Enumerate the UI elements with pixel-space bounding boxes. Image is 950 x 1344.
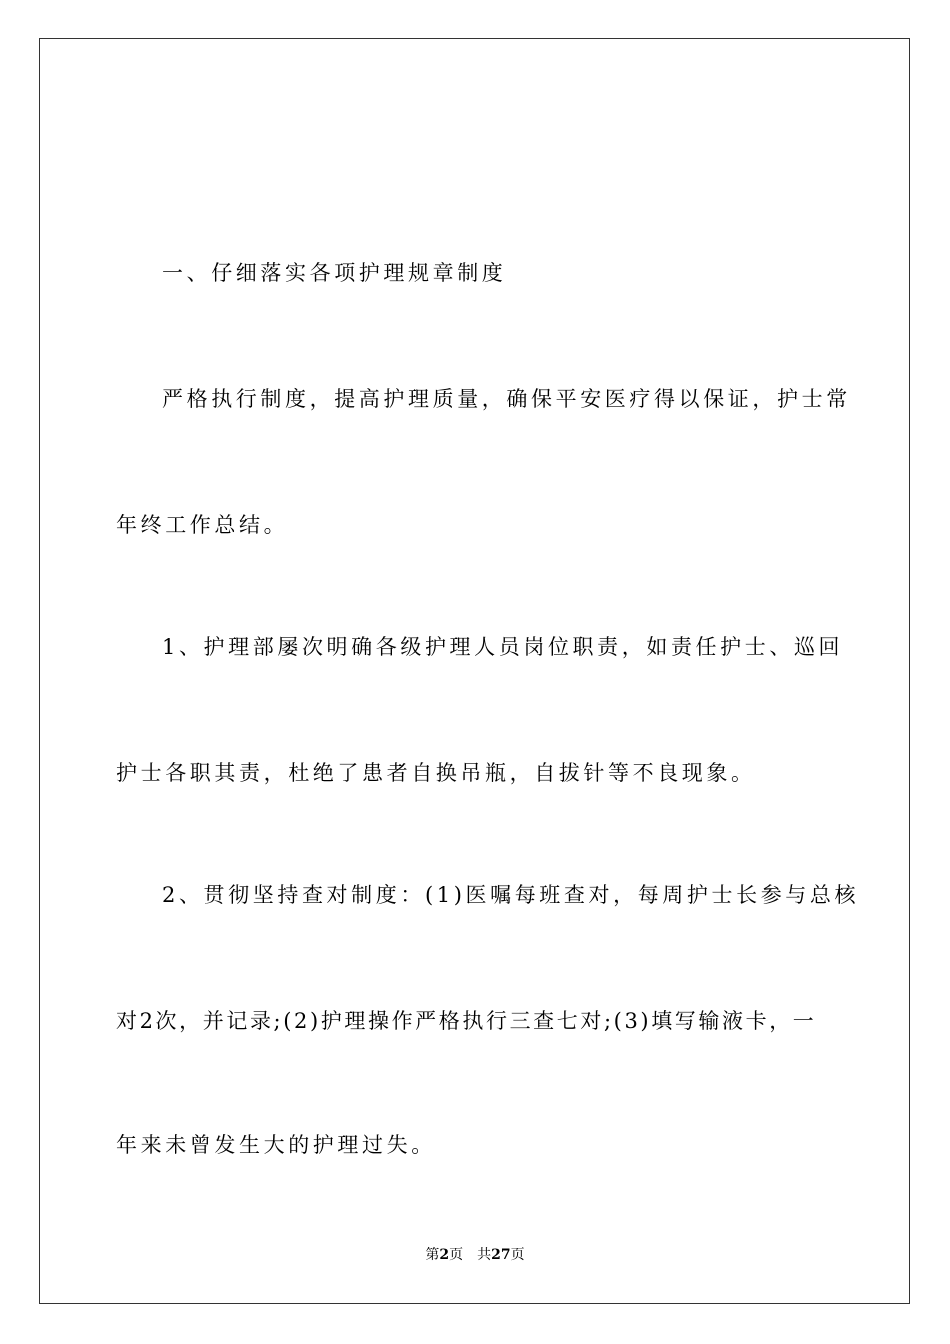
page-prefix: 第	[425, 1247, 440, 1263]
paragraph-line: 年终工作总结。	[116, 513, 289, 537]
page-suffix: 页	[449, 1247, 464, 1263]
paragraph-line: 年来未曾发生大的护理过失。	[116, 1133, 436, 1157]
page-number: 2	[439, 1247, 450, 1263]
paragraph-line: 严格执行制度，提高护理质量，确保平安医疗得以保证，护士常	[162, 387, 851, 411]
page-footer	[0, 1245, 950, 1265]
page-frame	[39, 38, 910, 1304]
paragraph-line: 1、护理部屡次明确各级护理人员岗位职责，如责任护士、巡回	[162, 635, 844, 659]
total-suffix: 页	[510, 1247, 525, 1263]
section-heading: 一、仔细落实各项护理规章制度	[162, 261, 507, 285]
total-pages: 27	[491, 1247, 511, 1263]
paragraph-line: 2、贯彻坚持查对制度：(1)医嘱每班查对，每周护士长参与总核	[162, 883, 860, 907]
paragraph-line: 护士各职其责，杜绝了患者自换吊瓶，自拔针等不良现象。	[116, 761, 756, 785]
paragraph-line: 对2次，并记录;(2)护理操作严格执行三查七对;(3)填写输液卡，一	[116, 1009, 817, 1033]
total-prefix: 共	[477, 1247, 492, 1263]
